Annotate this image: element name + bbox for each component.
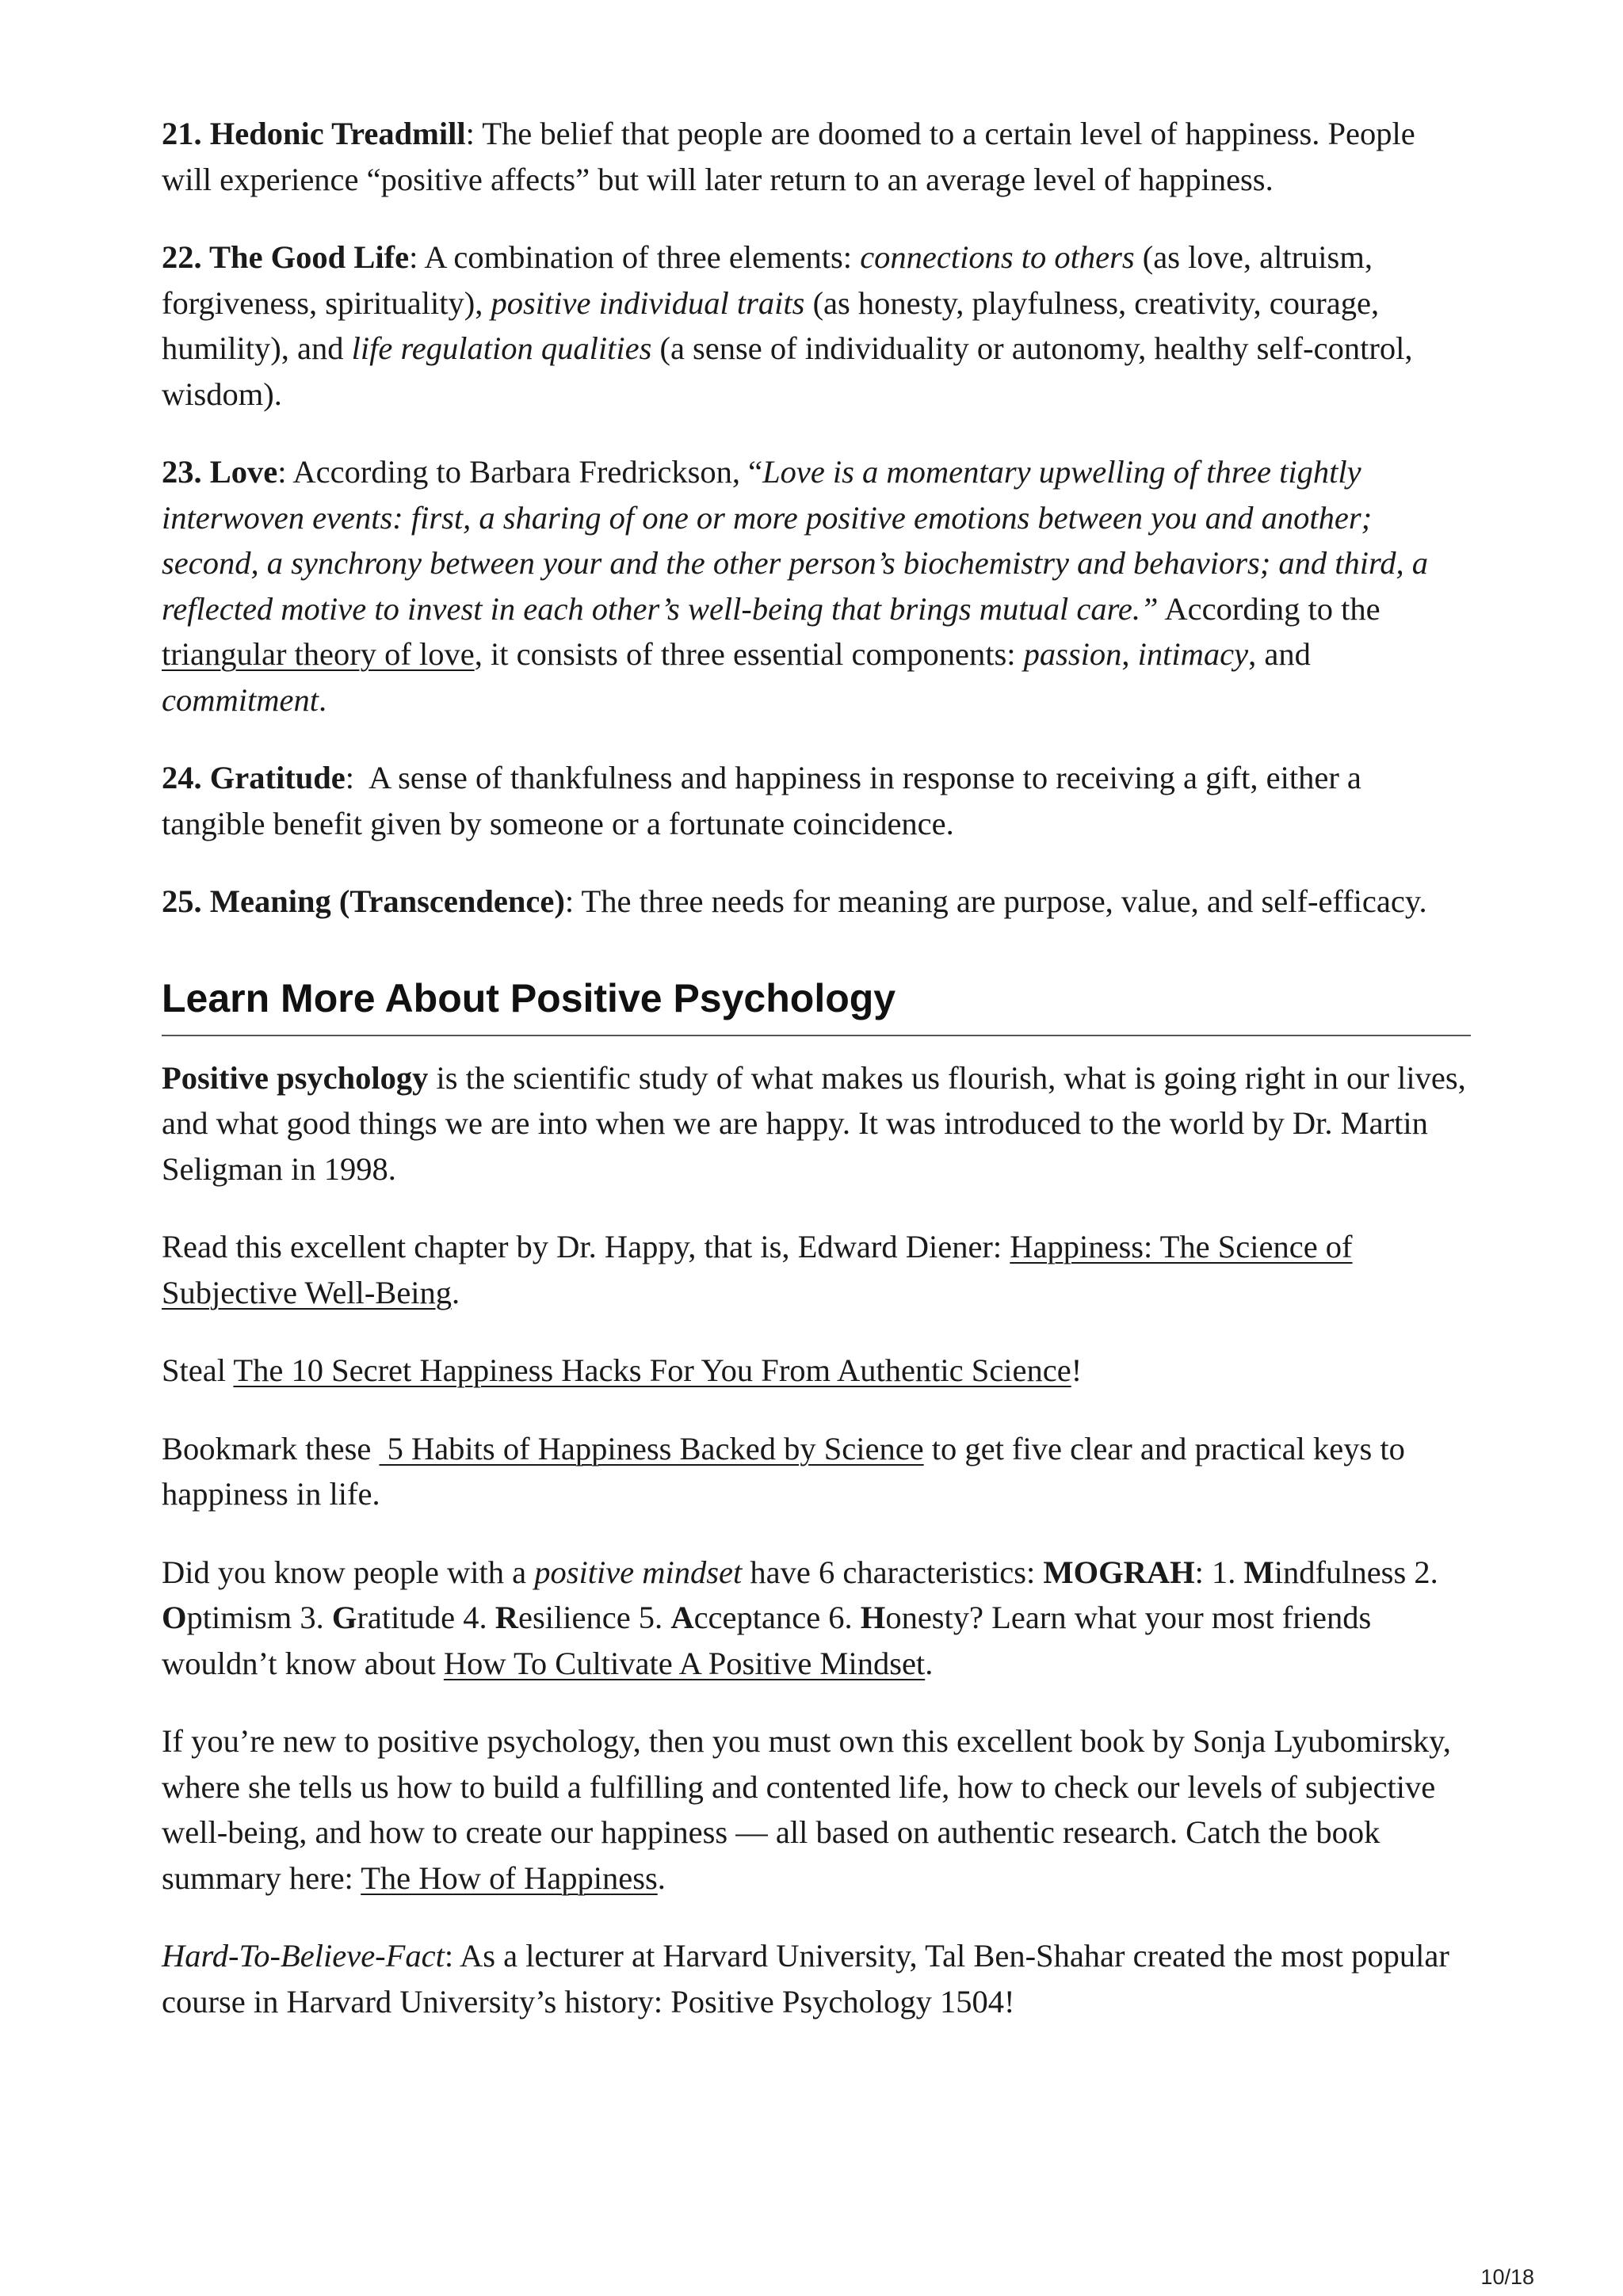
page-number: 10/18 — [1480, 2265, 1534, 2289]
term-good-life: 22. The Good Life: A combination of three elements: connections to others (as love, altruism, forgiveness, spirituality), positive individual traits (as honesty, playfulness, creativity, courage, humility), and life regulation qualities (a sense of individuality or autonomy, healthy self-control, wisdom). — [162, 239, 1413, 412]
read-paragraph: Read this excellent chapter by Dr. Happy, that is, Edward Diener: Happiness: The Science of Subjective Well-Being. — [162, 1229, 1353, 1310]
term-title: 23. Love — [162, 454, 278, 490]
article-body — [162, 111, 1471, 2057]
term-meaning: 25. Meaning (Transcendence): The three needs for meaning are purpose, value, and self-efficacy. — [162, 883, 1427, 919]
positive-mindset-link[interactable]: How To Cultivate A Positive Mindset — [443, 1645, 926, 1681]
happiness-hacks-link[interactable]: The 10 Secret Happiness Hacks For You From Authentic Science — [233, 1352, 1071, 1388]
diener-chapter-link[interactable]: Happiness: The Science of Subjective Well-Being — [162, 1229, 1353, 1310]
fact-paragraph: Hard-To-Believe-Fact: As a lecturer at Harvard University, Tal Ben-Shahar created the most popular course in Harvard University’s history: Positive Psychology 1504! — [162, 1938, 1449, 2019]
term-title: 22. The Good Life — [162, 239, 410, 275]
term-title: 25. Meaning (Transcendence) — [162, 883, 565, 919]
book-paragraph: If you’re new to positive psychology, then you must own this excellent book by Sonja Lyubomirsky, where she tells us how to build a fulfilling and contented life, how to check our levels of subjective well-being, and how to create our happiness — all based on authentic research. Catch the book summary here: The How of Happiness. — [162, 1723, 1451, 1896]
how-of-happiness-link[interactable]: The How of Happiness — [361, 1859, 658, 1896]
intro-paragraph: Positive psychology is the scientific study of what makes us flourish, what is going right in our lives, and what good things we are into when we are happy. It was introduced to the world by Dr. Martin Seligman in 1998. — [162, 1059, 1466, 1187]
fredrickson-quote: Love is a momentary upwelling of three tightly interwoven events: first, a sharing of one or more positive emotions between you and another; second, a synchrony between your and the other person’s biochemistry and behaviors; and third, a reflected motive to invest in each other’s well-being that brings mutual care.” — [162, 454, 1429, 627]
steal-paragraph: Steal The 10 Secret Happiness Hacks For You From Authentic Science! — [162, 1352, 1083, 1388]
bookmark-paragraph: Bookmark these 5 Habits of Happiness Backed by Science to get five clear and practical keys to happiness in life. — [162, 1430, 1405, 1512]
happiness-habits-link[interactable]: 5 Habits of Happiness Backed by Science — [379, 1430, 924, 1466]
term-title: 24. Gratitude — [162, 760, 346, 795]
section-heading: Learn More About Positive Psychology — [162, 974, 1471, 1036]
term-gratitude: 24. Gratitude: A sense of thankfulness and happiness in response to receiving a gift, either a tangible benefit given by someone or a fortunate coincidence. — [162, 760, 1370, 841]
mograh-paragraph: Did you know people with a positive mindset have 6 characteristics: MOGRAH: 1. Mindfulness 2. Optimism 3. Gratitude 4. Resilience 5. Acceptance 6. Honesty? Learn what your most friends wouldn’t know about How To Cultivate A Positive Mindset. — [162, 1554, 1438, 1681]
term-hedonic-treadmill: 21. Hedonic Treadmill: The belief that people are doomed to a certain level of happiness. People will experience “positive affects” but will later return to an average level of happiness. — [162, 116, 1415, 197]
term-title: 21. Hedonic Treadmill — [162, 116, 466, 151]
term-love: 23. Love: According to Barbara Fredrickson, “Love is a momentary upwelling of three tightly interwoven events: first, a sharing of one or more positive emotions between you and another; second, a synchrony between your and the other person’s biochemistry and behaviors; and third, a reflected motive to invest in each other’s well-being that brings mutual care.” According to the triangular theory of love, it consists of three essential components: passion, intimacy, and commitment. — [162, 454, 1429, 718]
triangular-theory-link[interactable]: triangular theory of love — [162, 636, 475, 672]
